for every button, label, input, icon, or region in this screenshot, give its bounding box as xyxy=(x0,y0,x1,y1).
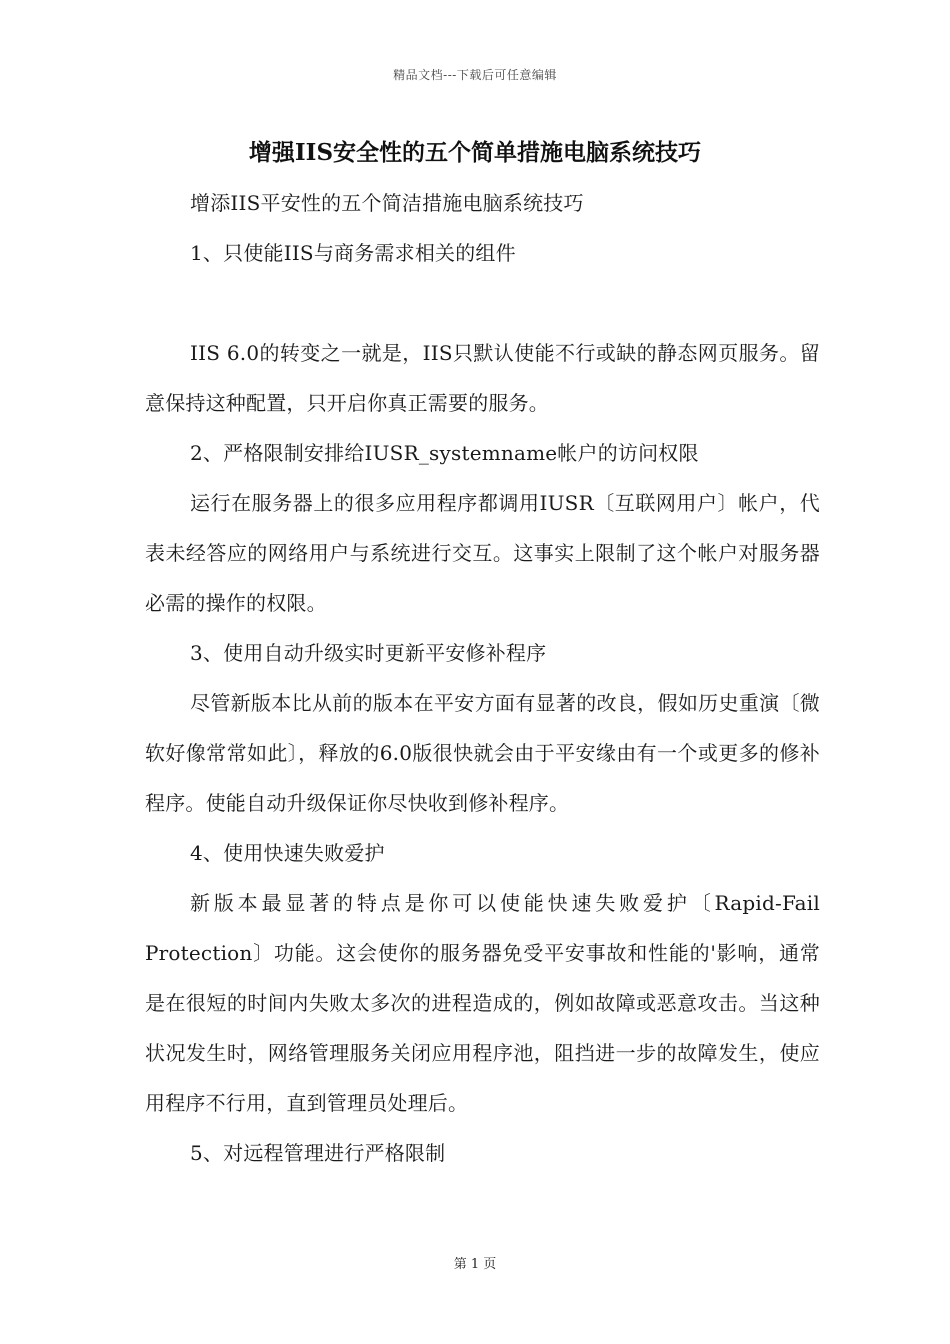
paragraph-subtitle: 增添IIS平安性的五个简洁措施电脑系统技巧 xyxy=(190,191,584,215)
document-title: 增强IIS安全性的五个简单措施电脑系统技巧 xyxy=(248,139,702,166)
paragraph-heading-2: 2、严格限制安排给IUSR_systemname帐户的访问权限 xyxy=(190,441,699,465)
paragraph-heading-4: 4、使用快速失败爱护 xyxy=(190,841,385,865)
paragraph-body-3: 尽管新版本比从前的版本在平安方面有显著的改良，假如历史重演〔微软好像常常如此〕，释放的6.0版很快就会由于平安缘由有一个或更多的修补程序。使能自动升级保证你尽快收到修补程序。 xyxy=(145,691,820,815)
paragraph-heading-5: 5、对远程管理进行严格限制 xyxy=(190,1141,446,1165)
document-body xyxy=(145,178,820,1178)
paragraph-blank xyxy=(145,278,820,328)
page-footer: 第 1 页 xyxy=(453,1257,497,1272)
paragraph-body-1: IIS 6.0的转变之一就是，IIS只默认使能不行或缺的静态网页服务。留意保持这种配置，只开启你真正需要的服务。 xyxy=(145,341,820,415)
paragraph-heading-3: 3、使用自动升级实时更新平安修补程序 xyxy=(190,641,547,665)
paragraph-body-4: 新版本最显著的特点是你可以使能快速失败爱护〔Rapid-Fail Protection〕功能。这会使你的服务器免受平安事故和性能的'影响，通常是在很短的时间内失败太多次的进程造成的，例如故障或恶意攻击。当这种状况发生时，网络管理服务关闭应用程序池，阻挡进一步的故障发生，使应用程序不行用，直到管理员处理后。 xyxy=(145,891,820,1115)
page-header: 精品文档---下载后可任意编辑 xyxy=(393,68,557,82)
paragraph-heading-1: 1、只使能IIS与商务需求相关的组件 xyxy=(190,241,516,265)
paragraph-body-2: 运行在服务器上的很多应用程序都调用IUSR〔互联网用户〕帐户，代表未经答应的网络用户与系统进行交互。这事实上限制了这个帐户对服务器必需的操作的权限。 xyxy=(145,491,820,615)
